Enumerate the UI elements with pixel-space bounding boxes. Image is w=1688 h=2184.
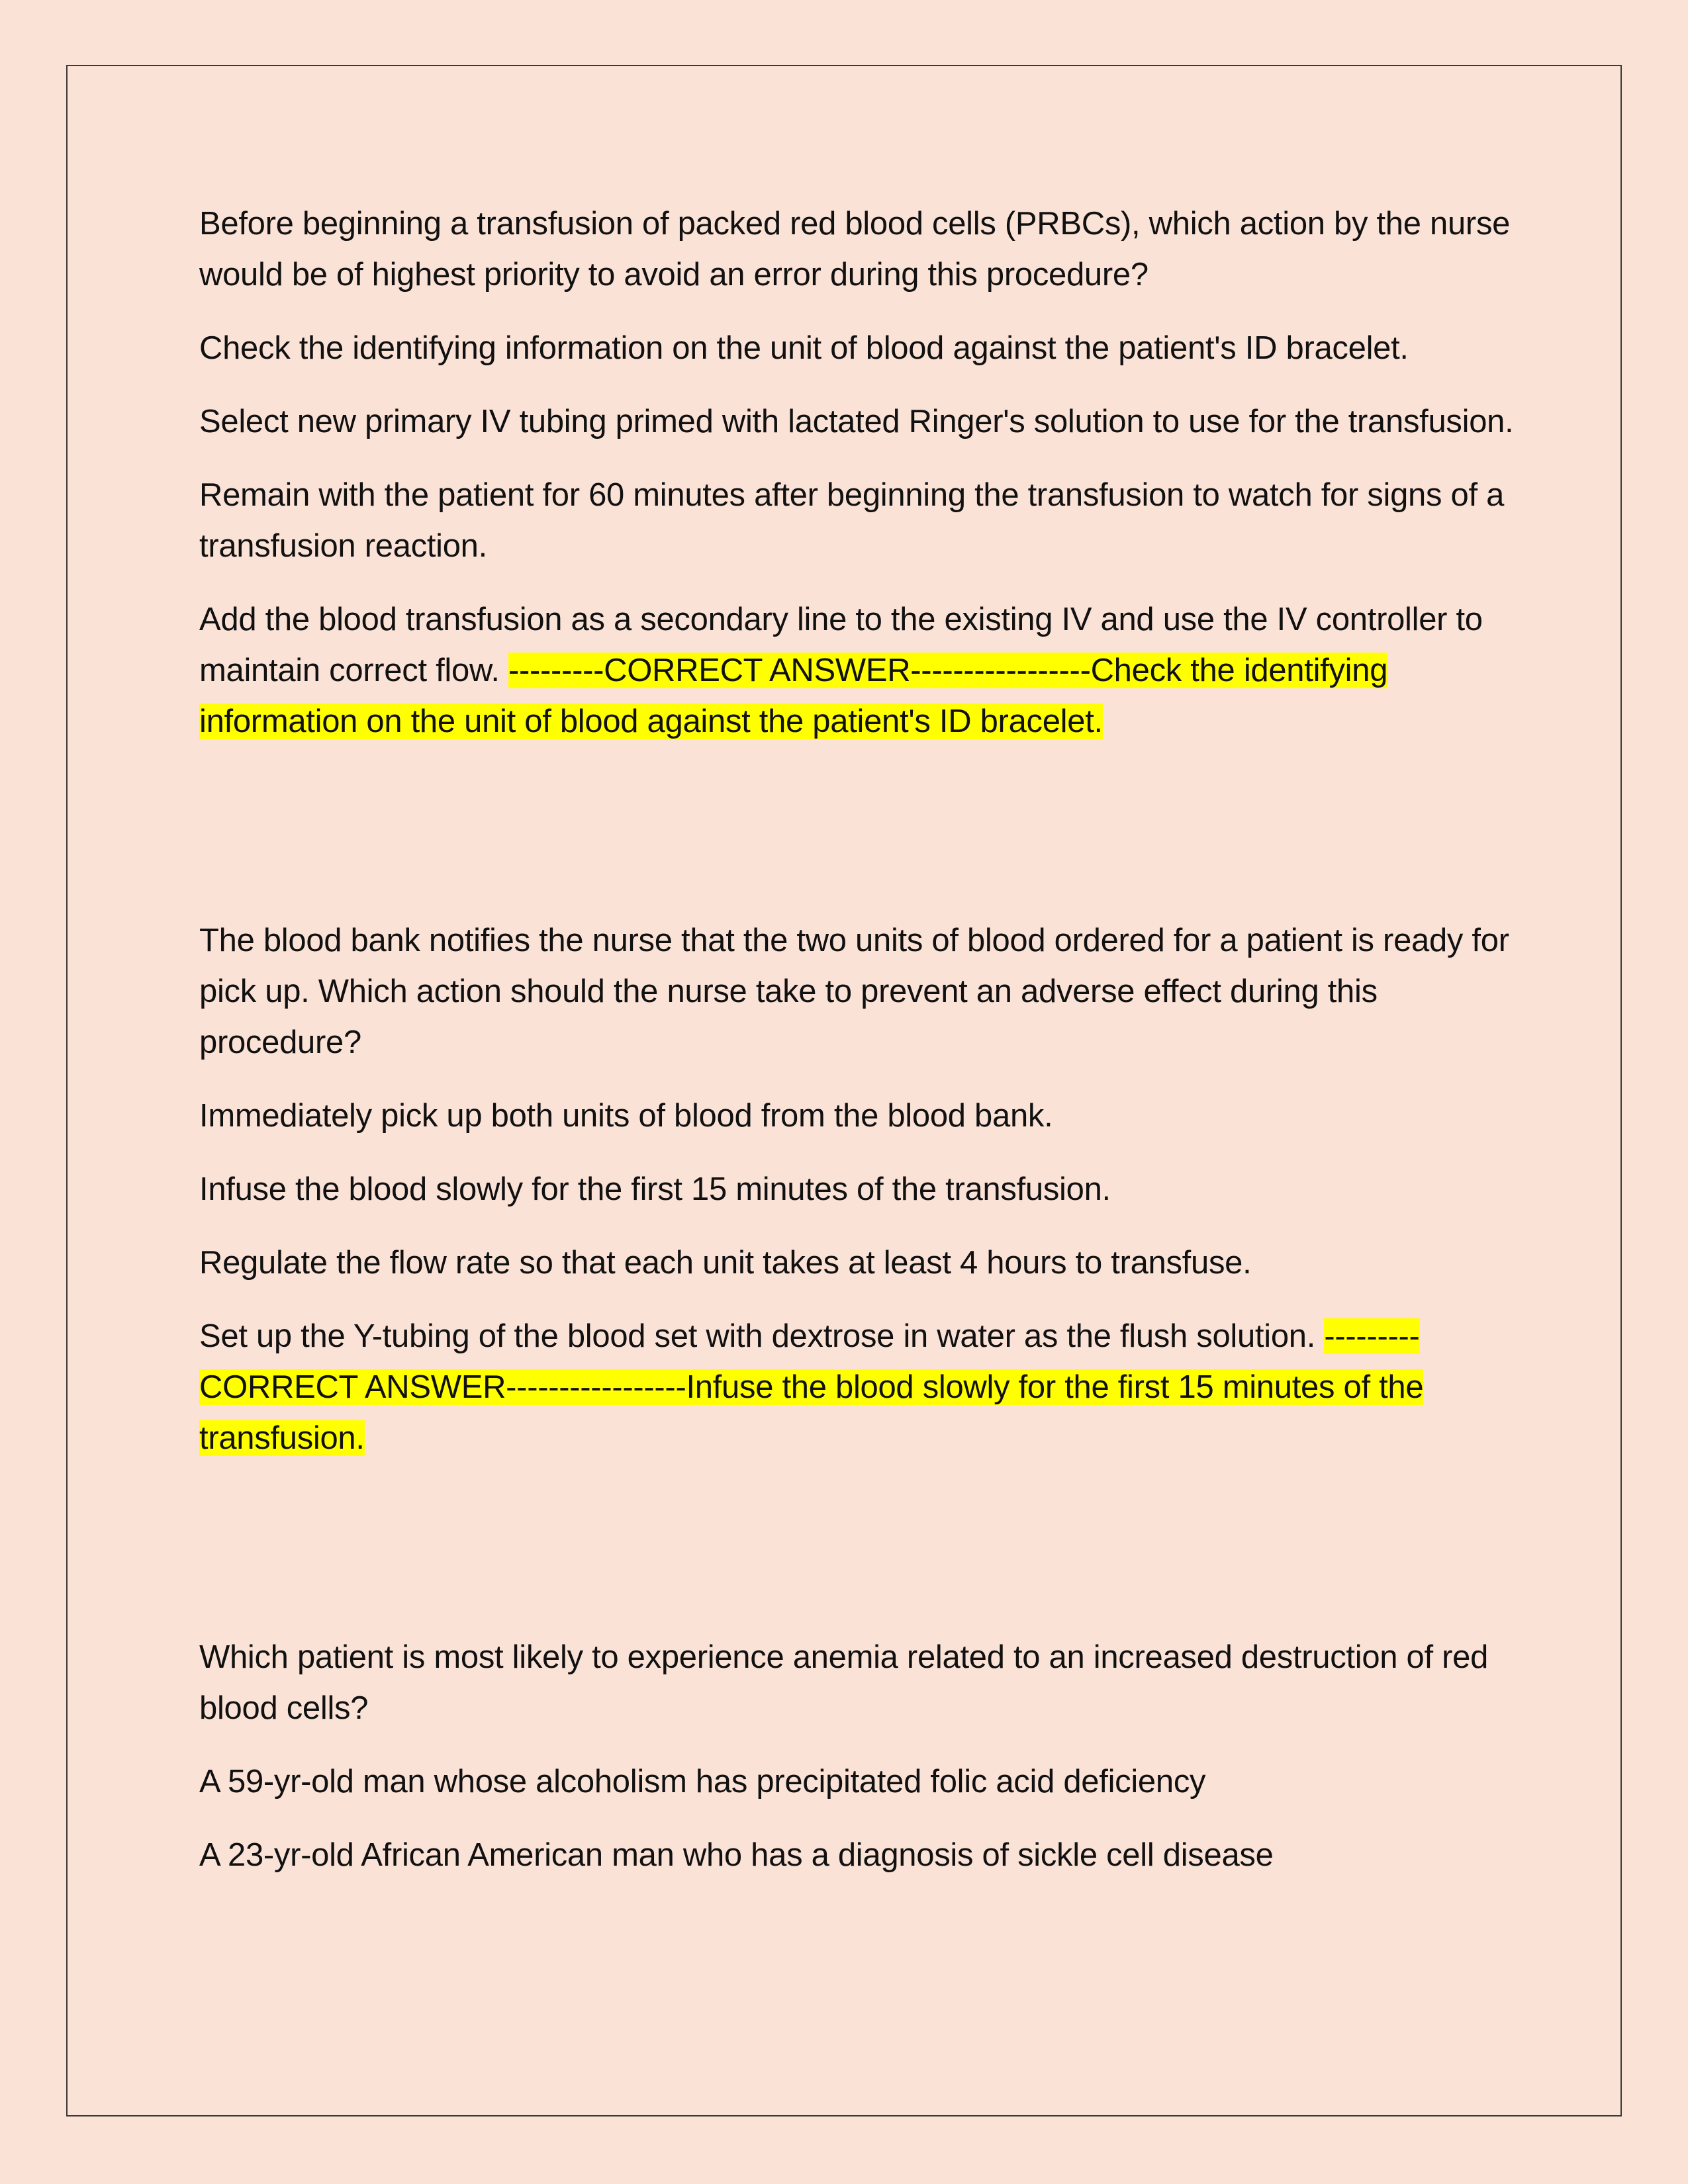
correct-answer-highlight: ---------CORRECT ANSWER-----------------Infuse the blood slowly for the first 15 minutes of the transfusion.	[199, 1318, 1424, 1456]
question-stem: Before beginning a transfusion of packed red blood cells (PRBCs), which action by the nurse would be of highest priority to avoid an error during this procedure?	[199, 206, 1511, 293]
spacer	[199, 770, 1517, 915]
answer-option: A 59-yr-old man whose alcoholism has precipitated folic acid deficiency	[199, 1764, 1206, 1799]
question-stem: The blood bank notifies the nurse that the two units of blood ordered for a patient is ready for pick up. Which action should the nurse take to prevent an adverse effect during this procedure?	[199, 923, 1509, 1060]
answer-option: A 23-yr-old African American man who has a diagnosis of sickle cell disease	[199, 1837, 1274, 1873]
document-body	[199, 199, 1517, 1903]
answer-option: Set up the Y-tubing of the blood set with dextrose in water as the flush solution.	[199, 1318, 1316, 1354]
question-block	[199, 199, 1517, 747]
question-block	[199, 1632, 1517, 1881]
answer-option: Immediately pick up both units of blood from the blood bank.	[199, 1098, 1053, 1134]
answer-option-with-key	[199, 594, 1517, 747]
answer-option: Select new primary IV tubing primed with lactated Ringer's solution to use for the transfusion.	[199, 404, 1514, 439]
question-block	[199, 915, 1517, 1464]
answer-option: Remain with the patient for 60 minutes after beginning the transfusion to watch for signs of a transfusion reaction.	[199, 477, 1505, 564]
answer-option: Check the identifying information on the unit of blood against the patient's ID bracelet.	[199, 330, 1409, 366]
answer-option: Infuse the blood slowly for the first 15 minutes of the transfusion.	[199, 1171, 1111, 1207]
correct-answer-highlight: ---------CORRECT ANSWER-----------------Check the identifying information on the unit of blood against the patient's ID bracelet.	[199, 653, 1388, 739]
spacer	[199, 1486, 1517, 1632]
question-stem: Which patient is most likely to experience anemia related to an increased destruction of red blood cells?	[199, 1639, 1489, 1726]
answer-option-with-key	[199, 1311, 1517, 1464]
answer-option: Add the blood transfusion as a secondary line to the existing IV and use the IV controller to maintain correct flow.	[199, 602, 1483, 688]
answer-option: Regulate the flow rate so that each unit takes at least 4 hours to transfuse.	[199, 1245, 1252, 1281]
